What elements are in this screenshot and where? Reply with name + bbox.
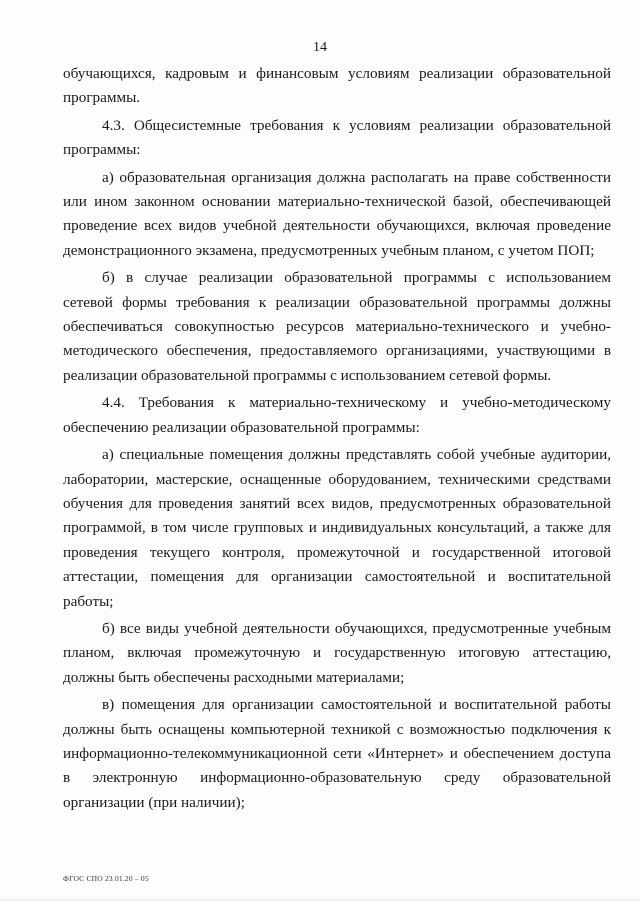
paragraph: обучающихся, кадровым и финансовым условиям реализации образовательной программы. [63,65,611,107]
footer-code: ФГОС СПО 23.01.20 – 05 [63,874,149,883]
paragraph-section-4-4: 4.4. Требования к материально-техническому и учебно-методическому обеспечению реализации образовательной программы: [63,394,611,436]
document-body [63,62,611,818]
paragraph-item-v: в) помещения для организации самостоятельной и воспитательной работы должны быть оснащены компьютерной техникой с возможностью подключения к информационно-телекоммуникационной сети «Интернет» и обеспечением доступа в электронную информационно-образовательную среду образовательной организации (при наличии); [63,696,611,811]
paragraph-item-a: а) специальные помещения должны представлять собой учебные аудитории, лаборатории, мастерские, оснащенные оборудованием, техническими средствами обучения для проведения занятий всех видов, предусмотренных образовательной программой, в том числе групповых и индивидуальных консультаций, а также для проведения текущего контроля, промежуточной и государственной итоговой аттестации, помещения для организации самостоятельной и воспитательной работы; [63,446,611,610]
paragraph-item-a: а) образовательная организация должна располагать на праве собственности или ином законном основании материально-технической базой, обеспечивающей проведение всех видов учебной деятельности обучающихся, включая проведение демонстрационного экзамена, предусмотренных учебным планом, с учетом ПОП; [63,168,611,259]
paragraph-section-4-3: 4.3. Общесистемные требования к условиям реализации образовательной программы: [63,116,611,159]
page-number: 14 [313,40,327,55]
paragraph-item-b: б) в случае реализации образовательной программы с использованием сетевой формы требования к реализации образовательной программы должны обеспечиваться совокупностью ресурсов материально-технического и учебно-методического обеспечения, предоставляемого организациями, участвующими в реализации образовательной программы с использованием сетевой формы. [63,269,611,384]
paragraph-item-b: б) все виды учебной деятельности обучающихся, предусмотренные учебным планом, включая промежуточную и государственную итоговую аттестацию, должны быть обеспечены расходными материалами; [63,619,611,686]
